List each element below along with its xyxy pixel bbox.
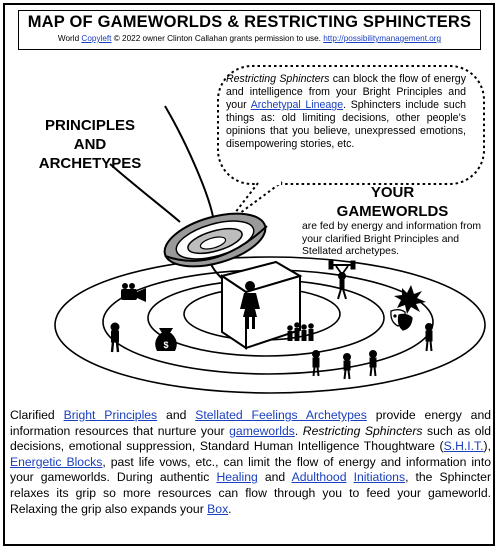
healing-link[interactable]: Healing	[216, 470, 258, 485]
restricting-sphincters-italic: Restricting Sphincters	[302, 423, 423, 438]
archetypes-word: ARCHETYPES	[38, 155, 142, 172]
bright-principles-link[interactable]: Bright Principles	[63, 408, 158, 422]
person-icon	[426, 324, 433, 352]
credit-prefix: World	[57, 34, 82, 43]
money-bag-icon	[155, 328, 177, 351]
website-link[interactable]: http://possibilitymanagement.org	[323, 34, 442, 43]
para-text: , the Sphincter relaxes its grip so more resources can flow through you to feed your gameworld. Relaxing the grip also expands your	[10, 470, 492, 516]
para-text: provide energy and information resources that nurture your	[10, 408, 492, 438]
shit-link[interactable]: S.H.I.T.	[443, 439, 484, 454]
gameworlds-description: are fed by energy and information from your clarified Bright Principles and Stellated archetypes.	[302, 221, 482, 258]
copyleft-link[interactable]: Copyleft	[81, 34, 112, 43]
explanation-paragraph	[10, 408, 491, 517]
credit-middle: © 2022 owner Clinton Callahan grants permission to use.	[111, 34, 324, 43]
person-icon	[344, 354, 351, 380]
camera-icon	[121, 283, 146, 302]
bubble-text-2: . Sphincters include such things as: old limiting decisions, other people’s opinions that you believe, unexpressed emotions, disempowering stories, etc.	[226, 99, 467, 151]
weightlifter-icon	[329, 261, 355, 299]
para-text: and	[157, 408, 196, 422]
gameworlds-word: GAMEWORLDS	[336, 203, 449, 220]
box-link[interactable]: Box	[207, 501, 229, 516]
principles-word: PRINCIPLES	[44, 117, 135, 134]
para-text: , past life vows, etc., can limit the flow of energy and information into your gameworlds. During authentic	[10, 454, 491, 485]
para-text: and	[257, 470, 292, 485]
initiations-link[interactable]: Initiations	[353, 470, 406, 485]
sphincter-explanation	[226, 73, 466, 152]
svg-text:$: $	[163, 340, 169, 350]
bubble-text-1: can block the flow of energy and intelligence from your Bright Principles and your	[226, 73, 466, 112]
energetic-blocks-link[interactable]: Energetic Blocks	[10, 454, 103, 469]
your-word: YOUR	[370, 184, 415, 201]
funnel-line-right	[165, 106, 214, 222]
person-icon	[111, 323, 119, 352]
stellated-feelings-archetypes-link[interactable]: Stellated Feelings Archetypes	[195, 408, 367, 422]
para-text: Clarified	[10, 408, 64, 422]
person-icon	[370, 351, 377, 377]
para-text	[346, 470, 353, 484]
sphincter-ring-icon	[159, 204, 272, 277]
archetypal-lineage-link[interactable]: Archetypal Lineage	[250, 99, 344, 112]
para-text: .	[294, 423, 303, 438]
para-text: .	[228, 501, 232, 516]
restricting-sphincters-term: Restricting Sphincters	[226, 73, 330, 85]
your-gameworlds-block	[300, 183, 485, 259]
gameworlds-link[interactable]: gameworlds	[229, 423, 295, 438]
page-title: MAP OF GAMEWORLDS & RESTRICTING SPHINCTERS	[27, 13, 472, 31]
adulthood-link[interactable]: Adulthood	[291, 470, 347, 485]
theater-masks-icon	[391, 310, 412, 330]
and-word: AND	[73, 136, 107, 153]
principles-archetypes-label	[30, 116, 150, 173]
para-text: such as old decisions, emotional suppression, Standard Human Intelligence Thoughtware (	[10, 423, 491, 454]
para-text: ),	[483, 439, 491, 454]
